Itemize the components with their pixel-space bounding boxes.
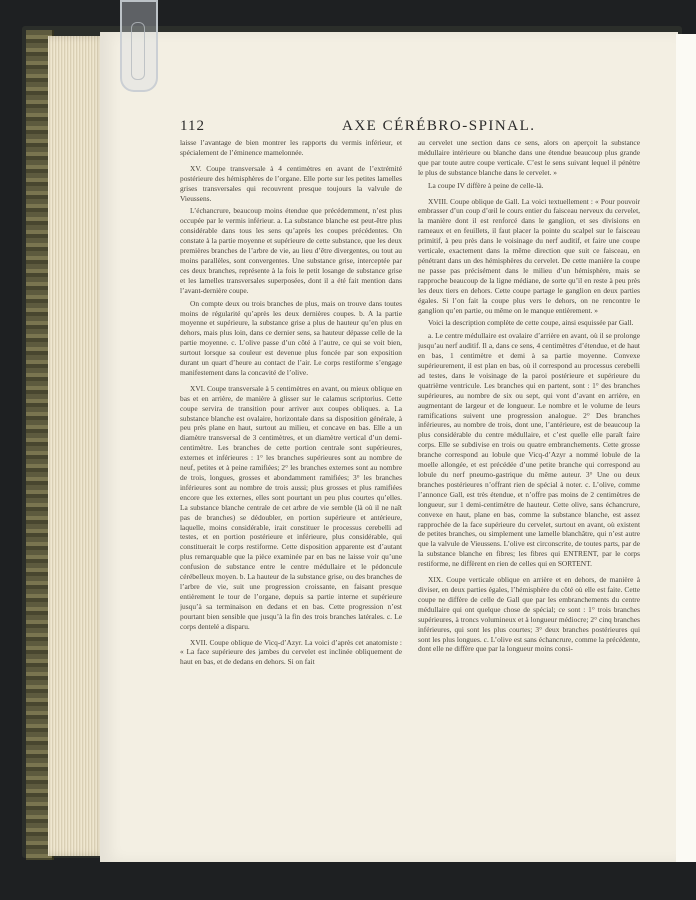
running-header (180, 118, 645, 136)
page-number: 112 (180, 118, 205, 134)
text-column-right (418, 138, 640, 758)
paragraph: XVII. Coupe oblique de Vicq-d’Azyr. La voici d’après cet anatomiste : « La face supérieure des jambes du cervelet est inclinée obliquement de haut en bas, et de dedans en dehors. Si on fait (180, 637, 402, 667)
page-clip-holder (120, 0, 158, 92)
paragraph: XV. Coupe transversale à 4 centimètres en avant de l’extrémité postérieure des hémisphères de l’organe. Elle porte sur les petites lamelles grises transversales qui recouvrent presque toujours la valvule de Vieussens. (180, 163, 402, 203)
paragraph: a. Le centre médullaire est ovalaire d’arrière en avant, où il se prolonge jusqu’au nerf auditif. Il a, dans ce sens, 4 centimètres d’étendue, et de haut en bas, 1 centimètre et demi à sa partie moyenne. Convexe supérieurement, il est plan en bas, où il correspond au processus cerebelli ad testes, dans le voisinage de la paroi postérieure et supérieure du quatrième ventricule. Les branches qui en partent, sont : 1° des branches supérieures, au nombre de six ou sept, qui vont d’avant en arrière, en augmentant de largeur et de longueur. Le nombre et le volume de leurs ramifications suivent une progression analogue. 2° Des branches inférieures, au nombre de trois, dont une, l’antérieure, est de beaucoup la plus considérable du centre médullaire, et c’est quelle elle paraît faire corps. Elle se subdivise en trois ou quatre embranchements. Cette grosse branche correspond au lobule que Vicq-d’Azyr a nommé lobule de la moelle allongée, et est précédée d’une petite branche qui correspond au lobule du nerf pneumo-gastrique du même auteur. 3° Une ou deux branches postérieures n’offrant rien de spécial à noter. c. L’olive, comme l’annonce Gall, est très étendue, et n’offre pas moins de 2 centimètres de longueur, sur 1 demi-centimètre de hauteur. Cette olive, sans échancrure, convexe en haut, plane en bas, comme la substance blanche, est assez rapprochée de la face supérieure du cervelet, surtout en avant, où existent de petites branches, ou simplement une lamelle blanchâtre, qui n’est autre que la valvule de Vieussens. L’olive est circonscrite, de toutes parts, par de la substance blanche en fibres; les fibres qui ENTRENT, par le corps restiforme, ne diffèrent en rien de celles qui en SORTENT. (418, 331, 640, 569)
running-title: AXE CÉRÉBRO-SPINAL. (342, 118, 536, 134)
facing-page-edge (676, 34, 696, 862)
paragraph: au cervelet une section dans ce sens, alors on aperçoit la substance médullaire intérieure ou blanche dans une étendue beaucoup plus grande que par toute autre coupe verticale. C’est le sens suivant lequel il pénètre le plus de substance blanche dans le cervelet. » (418, 138, 640, 177)
page-block-edges (48, 36, 108, 856)
paragraph: Voici la description complète de cette coupe, ainsi esquissée par Gall. (428, 318, 634, 328)
paragraph: On compte deux ou trois branches de plus, mais on trouve dans toutes moins de régularité qu’après les deux dernières coupes. b. A la partie moyenne et supérieure, la substance grise a plus de hauteur qu’en plus en dehors, mais plus loin, dans ce dernier sens, sa hauteur dépasse celle de la partie moyenne. c. L’olive passe d’un côté à l’autre, ce qui se voit bien, surtout lorsque sa couleur est devenue plus foncée par son exposition durant un quart d’heure au contact de l’air. Le corps restiforme s’engage manifestement dans la concavité de l’olive. (180, 298, 402, 377)
paragraph: laisse l’avantage de bien montrer les rapports du vermis inférieur, et spécialement de l’éminence mamelonnée. (180, 138, 402, 157)
paragraph: La coupe IV diffère à peine de celle-là. (428, 180, 544, 190)
paragraph: XVI. Coupe transversale à 5 centimètres en avant, ou mieux oblique en bas et en arrière, de manière à glisser sur le calamus scriptorius. Cette coupe servira de transition pour arriver aux coupes obliques. a. La substance blanche est ovalaire, horizontale dans sa disposition générale, à peu près plane en haut, surtout au milieu, et concave en bas. Elle a un diamètre transversal de 3 centimètres, et un diamètre vertical d’un demi-centimètre. Les branches de cette portion centrale sont supérieures, externes et inférieures : 1° les branches supérieures sont au nombre de neuf, petites et à peine ramifiées; 2° les branches externes sont au nombre de trois, longues, grosses et abondamment ramifiées; 3° les branches inférieures sont au nombre de trois aussi; plus grosses et plus ramifiées encore que les externes, elles sont pourtant un peu plus courtes qu’elles. La substance blanche centrale de cet arbre de vie semble (là où il ne naît pas de branches) se dédoubler, en portion supérieure et antérieure, laquelle, moins considérable, irait constituer le processus cerebelli ad testes, et en portion postérieure et inférieure, plus considérable, qui constituerait le corps restiforme. Cette disposition apparente est d’autant plus remarquable que la pièce examinée par en bas ne laisse voir qu’une confusion de substance entre le centre médullaire et le pédoncule cérébelleux moyen. b. La hauteur de la substance grise, ou des branches de l’arbre de vie, suit une progression croissante, en faisant presque entièrement le tour de l’organe, depuis sa partie interne et supérieure jusqu’à sa terminaison en dedans et en bas. Cette progression n’est pourtant bien sensible que jusqu’à la fin des trois branches latérales. c. Le corps dentelé a disparu. (180, 383, 402, 631)
paragraph: XIX. Coupe verticale oblique en arrière et en dehors, de manière à diviser, en deux parties égales, l’hémisphère du côté où elle est faite. Cette coupe ne diffère de celle de Gall que par les embranchements du centre médullaire qui ont quelque chose de spécial; ce sont : 1° trois branches supérieures, à troncs volumineux et à longueur médiocre; 2° cinq branches inférieures, qui sont les plus courtes; 3° deux branches postérieures qui sont les plus longues. c. L’olive est sans échancrure, comme la précédente, dont elle ne diffère que par la longueur moins consi- (418, 575, 640, 654)
paragraph: L’échancrure, beaucoup moins étendue que précédemment, n’est plus occupée par le vermis inférieur. a. La substance blanche est peut-être plus considérable dans tous les sens qu’après les coupes précédentes. On constate à la partie moyenne et supérieure de cette substance, que les deux premières branches de l’arbre de vie, au lieu d’être divergentes, ou tout au moins parallèles, sont convergentes. Une substance grise, interceptée par ces deux branches, représente à la fois le petit losange de substance grise et les lamelles transversales superposées, dont il a été fait mention dans l’avant-dernière coupe. (180, 206, 402, 295)
text-column-left (180, 138, 402, 758)
paragraph: XVIII. Coupe oblique de Gall. La voici textuellement : « Pour pouvoir embrasser d’un coup d’œil le cours entier du faisceau nerveux du cervelet, la manière dont il est renforcé dans le ganglion, et ses divisions en rameaux et en feuillets, il faut placer la pointe du scalpel sur le faisceau primitif, à peu près dans le voisinage du nerf auditif, et faire une coupe verticale, exactement dans la même direction que suit ce faisceau, en pénétrant dans un des hémisphères du cervelet. De cette manière la coupe ne passe pas précisément dans le milieu d’un hémisphère, mais se rapproche beaucoup de la ligne médiane, de sorte qu’il en reste à peu près les deux tiers en dehors. Cette coupe partage le ganglion en deux parties égales. Si l’on fait la coupe plus vers le dehors, on ne rencontre le ganglion qu’en partie, ou même on le manque entièrement. » (418, 196, 640, 315)
